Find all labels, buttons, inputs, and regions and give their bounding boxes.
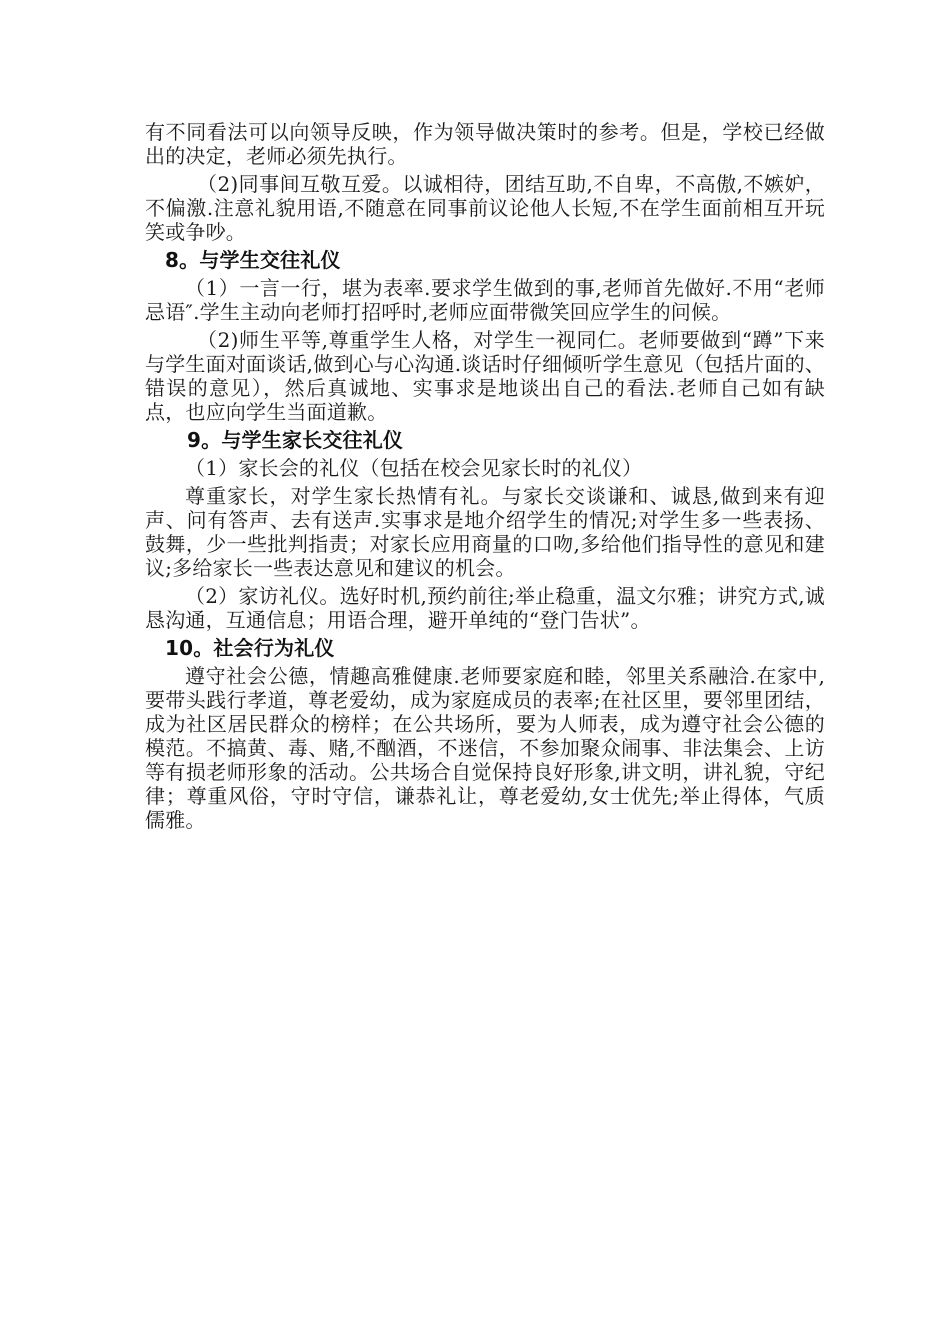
paragraph-8-1: （1）一言一行，堪为表率.要求学生做到的事,老师首先做好.不用“老师忌语″.学生主动向老师打招呼时,老师应面带微笑回应学生的问候。 <box>145 276 825 324</box>
paragraph-9-1: （1）家长会的礼仪（包括在校会见家长时的礼仪） <box>185 456 643 480</box>
section-heading-9: 9。与学生家长交往礼仪 <box>187 428 404 452</box>
paragraph-9-3: （2）家访礼仪。选好时机,预约前往;举止稳重，温文尔雅；讲究方式,诚恳沟通，互通信息；用语合理，避开单纯的“登门告状”。 <box>145 584 825 632</box>
document-page <box>145 120 825 836</box>
section-heading-8: 8。与学生交往礼仪 <box>165 248 341 272</box>
paragraph-leader-feedback: 有不同看法可以向领导反映，作为领导做决策时的参考。但是，学校已经做出的决定，老师必须先执行。 <box>145 120 825 168</box>
paragraph-colleague-respect: （2)同事间互敬互爱。以诚相待，团结互助,不自卑，不高傲,不嫉妒，不偏激.注意礼貌用语,不随意在同事前议论他人长短,不在学生面前相互开玩笑或争吵。 <box>145 172 825 244</box>
paragraph-9-2: 尊重家长，对学生家长热情有礼。与家长交谈谦和、诚恳,做到来有迎声、问有答声、去有送声.实事求是地介绍学生的情况;对学生多一些表扬、鼓舞，少一些批判指责；对家长应用商量的口吻,多给他们指导性的意见和建议;多给家长一些表达意见和建议的机会。 <box>145 484 825 580</box>
section-heading-10: 10。社会行为礼仪 <box>165 636 335 660</box>
paragraph-10-1: 遵守社会公德，情趣高雅健康.老师要家庭和睦，邻里关系融洽.在家中,要带头践行孝道，尊老爱幼，成为家庭成员的表率;在社区里，要邻里团结，成为社区居民群众的榜样；在公共场所，要为人师表，成为遵守社会公德的模范。不搞黄、毒、赌,不酗酒，不迷信，不参加聚众闹事、非法集会、上访等有损老师形象的活动。公共场合自觉保持良好形象,讲文明，讲礼貌，守纪律；尊重风俗，守时守信，谦恭礼让，尊老爱幼,女士优先;举止得体，气质儒雅。 <box>145 664 825 832</box>
paragraph-8-2: （2)师生平等,尊重学生人格，对学生一视同仁。老师要做到“蹲”下来与学生面对面谈话,做到心与心沟通.谈话时仔细倾听学生意见（包括片面的、错误的意见），然后真诚地、实事求是地谈出自己的看法.老师自己如有缺点，也应向学生当面道歉。 <box>145 328 825 424</box>
